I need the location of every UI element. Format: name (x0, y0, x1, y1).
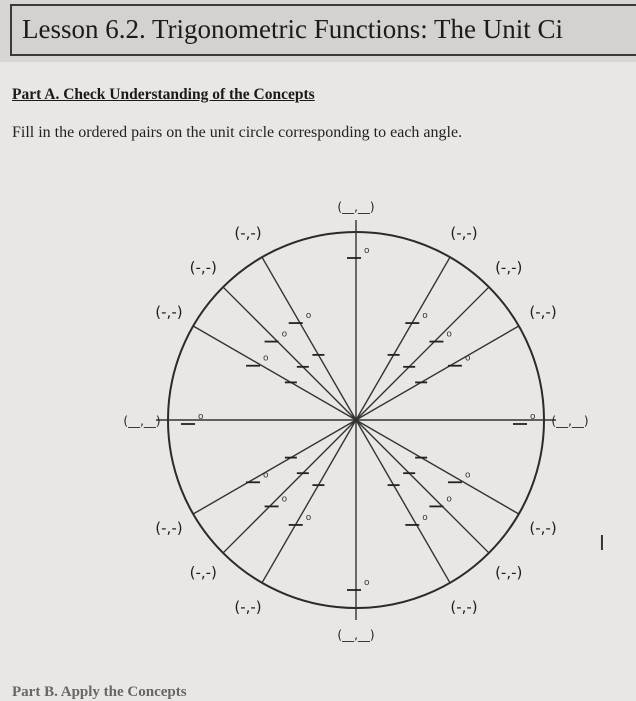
coordinate-pair-blank-150: (-,-) (155, 303, 183, 321)
degree-mark-90: o (364, 246, 370, 256)
coordinate-pair-blank-300: (-,-) (450, 598, 478, 617)
coordinate-pair-blank-225: (-,-) (189, 563, 217, 582)
coordinate-pair-blank-315: (-,-) (495, 563, 523, 582)
coordinate-pair-blank-270: (__,__) (337, 628, 375, 642)
part-a-heading: Part A. Check Understanding of the Concepts (12, 86, 315, 103)
unit-circle-figure (0, 170, 636, 660)
radius-line-210 (193, 420, 356, 514)
coordinate-pair-blank-90: (__,__) (337, 200, 375, 214)
degree-mark-60: o (422, 311, 428, 322)
radius-line-120 (262, 257, 356, 420)
radius-line-30 (356, 326, 519, 420)
degree-mark-300: o (422, 512, 428, 523)
degree-mark-210: o (263, 470, 269, 481)
radius-line-60 (356, 257, 450, 420)
degree-mark-45: o (446, 329, 452, 340)
radius-line-330 (356, 420, 519, 514)
coordinate-pair-blank-0: (__,__) (551, 414, 589, 428)
radius-line-150 (193, 326, 356, 420)
coordinate-pair-blank-180: (__,__) (123, 414, 161, 428)
degree-mark-240: o (305, 512, 312, 523)
degree-mark-150: o (263, 353, 269, 364)
degree-mark-135: o (281, 329, 288, 340)
instructions-text: Fill in the ordered pairs on the unit circle corresponding to each angle. (12, 124, 463, 141)
coordinate-pair-blank-330: (-,-) (529, 519, 557, 537)
next-section-heading: Part B. Apply the Concepts (12, 684, 187, 700)
degree-mark-225: o (281, 494, 288, 505)
radius-line-300 (356, 420, 450, 583)
degree-mark-30: o (464, 353, 471, 364)
coordinate-pair-blank-45: (-,-) (495, 258, 523, 277)
radius-line-135 (223, 287, 356, 420)
text-cursor-icon: I (599, 531, 605, 555)
lesson-title-box (10, 4, 636, 56)
coordinate-pair-blank-240: (-,-) (234, 598, 262, 617)
degree-mark-120: o (305, 311, 312, 322)
coordinate-pair-blank-30: (-,-) (529, 303, 557, 321)
radius-line-315 (356, 420, 489, 553)
degree-mark-270: o (364, 578, 370, 588)
coordinate-pair-blank-60: (-,-) (450, 223, 478, 242)
degree-mark-0: o (530, 412, 536, 422)
coordinate-pair-blank-210: (-,-) (155, 519, 183, 537)
coordinate-pair-blank-120: (-,-) (234, 223, 262, 242)
radius-line-240 (262, 420, 356, 583)
degree-mark-330: o (464, 470, 471, 481)
coordinate-pair-blank-135: (-,-) (189, 258, 217, 277)
degree-mark-180: o (198, 412, 204, 422)
lesson-title: Lesson 6.2. Trigonometric Functions: The Unit Ci (22, 14, 564, 44)
radius-line-225 (223, 420, 356, 553)
degree-mark-315: o (446, 494, 452, 505)
